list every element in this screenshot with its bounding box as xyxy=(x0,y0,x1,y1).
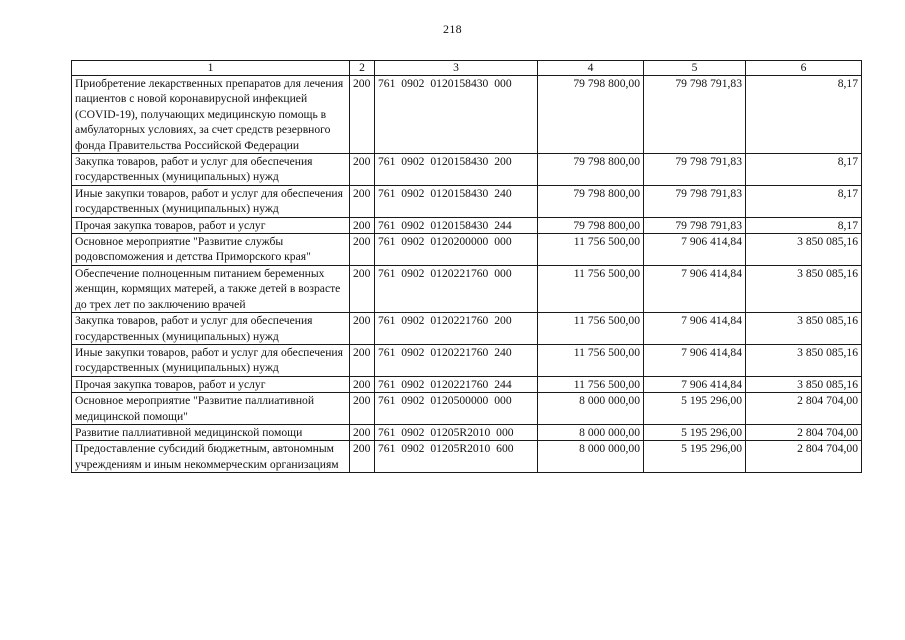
row-code-2: 200 xyxy=(350,185,375,217)
row-name: Развитие паллиативной медицинской помощи xyxy=(72,424,350,440)
row-value-6: 3 850 085,16 xyxy=(746,234,862,266)
row-code-3: 761 0902 0120221760 200 xyxy=(375,313,538,345)
header-col-5: 5 xyxy=(644,61,746,76)
header-col-1: 1 xyxy=(72,61,350,76)
row-value-4: 79 798 800,00 xyxy=(538,217,644,233)
row-code-3: 761 0902 0120221760 240 xyxy=(375,344,538,376)
row-value-6: 8,17 xyxy=(746,185,862,217)
row-value-6: 3 850 085,16 xyxy=(746,376,862,392)
row-name: Приобретение лекарственных препаратов для лечения пациентов с новой коронавирусной инфекцией (COVID-19), получающих медицинскую помощь в амбулаторных условиях, за счет средств резервного фонда Правительства Российской Федерации xyxy=(72,76,350,154)
table-row xyxy=(72,234,862,266)
header-col-2: 2 xyxy=(350,61,375,76)
row-value-6: 8,17 xyxy=(746,217,862,233)
row-name: Основное мероприятие "Развитие паллиативной медицинской помощи" xyxy=(72,393,350,425)
page-number: 218 xyxy=(443,22,462,36)
row-code-2: 200 xyxy=(350,393,375,425)
row-name: Закупка товаров, работ и услуг для обеспечения государственных (муниципальных) нужд xyxy=(72,154,350,186)
row-value-5: 7 906 414,84 xyxy=(644,313,746,345)
table-row xyxy=(72,376,862,392)
row-code-2: 200 xyxy=(350,376,375,392)
row-value-4: 8 000 000,00 xyxy=(538,441,644,473)
row-value-5: 5 195 296,00 xyxy=(644,424,746,440)
row-value-6: 3 850 085,16 xyxy=(746,344,862,376)
row-value-4: 79 798 800,00 xyxy=(538,76,644,154)
table-row xyxy=(72,265,862,312)
row-name: Прочая закупка товаров, работ и услуг xyxy=(72,217,350,233)
row-value-4: 11 756 500,00 xyxy=(538,344,644,376)
row-value-4: 79 798 800,00 xyxy=(538,185,644,217)
table-row xyxy=(72,154,862,186)
row-value-5: 7 906 414,84 xyxy=(644,265,746,312)
row-code-2: 200 xyxy=(350,217,375,233)
table-row xyxy=(72,76,862,154)
row-value-4: 79 798 800,00 xyxy=(538,154,644,186)
row-value-5: 79 798 791,83 xyxy=(644,217,746,233)
row-name: Иные закупки товаров, работ и услуг для обеспечения государственных (муниципальных) нужд xyxy=(72,344,350,376)
row-value-6: 2 804 704,00 xyxy=(746,424,862,440)
row-value-4: 8 000 000,00 xyxy=(538,424,644,440)
row-value-5: 5 195 296,00 xyxy=(644,441,746,473)
row-value-5: 79 798 791,83 xyxy=(644,154,746,186)
row-name: Иные закупки товаров, работ и услуг для обеспечения государственных (муниципальных) нужд xyxy=(72,185,350,217)
row-value-5: 7 906 414,84 xyxy=(644,376,746,392)
header-col-6: 6 xyxy=(746,61,862,76)
row-code-3: 761 0902 0120500000 000 xyxy=(375,393,538,425)
row-value-4: 11 756 500,00 xyxy=(538,313,644,345)
row-code-2: 200 xyxy=(350,265,375,312)
row-value-6: 2 804 704,00 xyxy=(746,393,862,425)
row-value-6: 3 850 085,16 xyxy=(746,313,862,345)
row-name: Обеспечение полноценным питанием беременных женщин, кормящих матерей, а также детей в возрасте до трех лет по заключению врачей xyxy=(72,265,350,312)
table-row xyxy=(72,424,862,440)
row-code-2: 200 xyxy=(350,441,375,473)
row-value-6: 3 850 085,16 xyxy=(746,265,862,312)
row-value-5: 7 906 414,84 xyxy=(644,344,746,376)
table-row xyxy=(72,217,862,233)
header-col-4: 4 xyxy=(538,61,644,76)
row-value-4: 11 756 500,00 xyxy=(538,265,644,312)
row-code-2: 200 xyxy=(350,424,375,440)
row-value-5: 7 906 414,84 xyxy=(644,234,746,266)
row-code-2: 200 xyxy=(350,154,375,186)
row-value-4: 11 756 500,00 xyxy=(538,376,644,392)
row-code-3: 761 0902 0120221760 000 xyxy=(375,265,538,312)
table-row xyxy=(72,185,862,217)
table-row xyxy=(72,344,862,376)
row-name: Прочая закупка товаров, работ и услуг xyxy=(72,376,350,392)
row-value-5: 79 798 791,83 xyxy=(644,76,746,154)
row-code-2: 200 xyxy=(350,313,375,345)
row-code-2: 200 xyxy=(350,76,375,154)
row-value-5: 5 195 296,00 xyxy=(644,393,746,425)
table-row xyxy=(72,441,862,473)
budget-table xyxy=(71,60,862,473)
row-code-3: 761 0902 0120158430 200 xyxy=(375,154,538,186)
row-name: Закупка товаров, работ и услуг для обеспечения государственных (муниципальных) нужд xyxy=(72,313,350,345)
row-code-3: 761 0902 0120158430 240 xyxy=(375,185,538,217)
row-value-6: 2 804 704,00 xyxy=(746,441,862,473)
row-code-3: 761 0902 01205R2010 000 xyxy=(375,424,538,440)
row-code-3: 761 0902 0120158430 000 xyxy=(375,76,538,154)
row-code-3: 761 0902 0120200000 000 xyxy=(375,234,538,266)
row-code-3: 761 0902 0120221760 244 xyxy=(375,376,538,392)
row-value-6: 8,17 xyxy=(746,76,862,154)
table-row xyxy=(72,313,862,345)
row-code-2: 200 xyxy=(350,234,375,266)
row-value-4: 11 756 500,00 xyxy=(538,234,644,266)
row-value-4: 8 000 000,00 xyxy=(538,393,644,425)
table-header-row xyxy=(72,61,862,76)
row-value-5: 79 798 791,83 xyxy=(644,185,746,217)
row-code-3: 761 0902 01205R2010 600 xyxy=(375,441,538,473)
row-value-6: 8,17 xyxy=(746,154,862,186)
row-name: Предоставление субсидий бюджетным, автономным учреждениям и иным некоммерческим организациям xyxy=(72,441,350,473)
table-row xyxy=(72,393,862,425)
header-col-3: 3 xyxy=(375,61,538,76)
row-name: Основное мероприятие "Развитие службы родовспоможения и детства Приморского края" xyxy=(72,234,350,266)
row-code-2: 200 xyxy=(350,344,375,376)
row-code-3: 761 0902 0120158430 244 xyxy=(375,217,538,233)
